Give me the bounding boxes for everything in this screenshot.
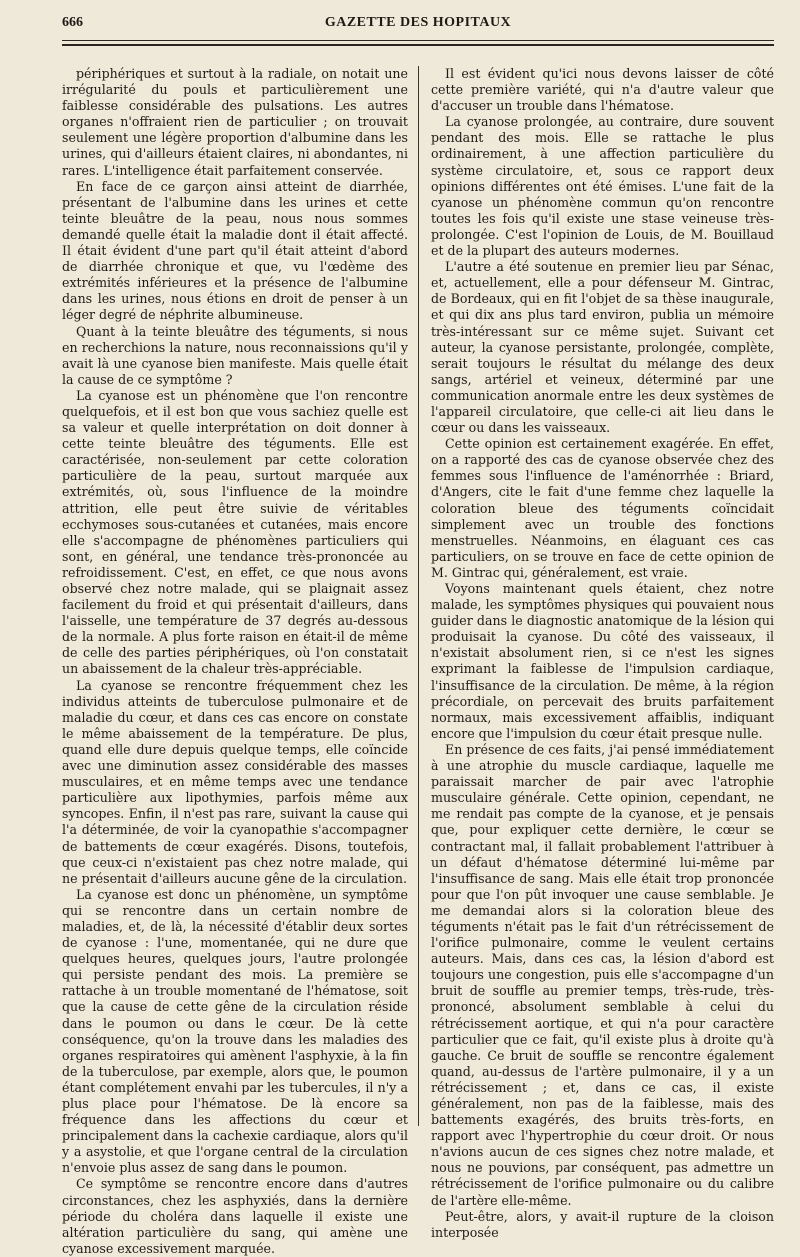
left-column	[62, 66, 418, 1256]
paragraph: Ce symptôme se rencontre encore dans d'autres circonstances, chez les asphyxiés, dans la dernière période du choléra dans laquelle il existe une altération particulière du sang, qui amène une cyanose excessivement marquée.	[62, 1176, 408, 1256]
paragraph: La cyanose prolongée, au contraire, dure souvent pendant des mois. Elle se rattache le plus ordinairement, à une affection particulière du système circulatoire, et, sous ce rapport deux opinions différentes ont été émises. L'une fait de la cyanose un phénomène commun qu'on rencontre toutes les fois qu'il existe une stase veineuse très-prolongée. C'est l'opinion de Louis, de M. Bouillaud et de la plupart des auteurs modernes.	[431, 114, 774, 259]
paragraph: Peut-être, alors, y avait-il rupture de la cloison interposée	[431, 1208, 774, 1240]
journal-title: GAZETTE DES HOPITAUX	[324, 15, 512, 30]
paragraph: Quant à la teinte bleuâtre des téguments, si nous en recherchions la nature, nous reconnaissions qu'il y avait là une cyanose bien manifeste. Mais quelle était la cause de ce symptôme ?	[62, 323, 408, 387]
header-rule	[62, 44, 774, 46]
paragraph: La cyanose est un phénomène que l'on rencontre quelquefois, et il est bon que vous sachiez quelle est sa valeur et quelle interprétation on doit donner à cette teinte bleuâtre des téguments. Elle est caractérisée, non-seulement par cette coloration particulière de la peau, surtout marquée aux extrémités, où, sous l'influence de la moindre attrition, elle peut être suivie de véritables ecchymoses sous-cutanées et cutanées, mais encore elle s'accompagne de phénomènes particuliers qui sont, en général, une tendance très-prononcée au refroidissement. C'est, en effet, ce que nous avons observé chez notre malade, qui se plaignait assez facilement du froid et qui présentait d'ailleurs, dans l'aisselle, une température de 37 degrés au-dessous de la normale. A plus forte raison en était-il de même de celle des parties périphériques, où l'on constatait un abaissement de la chaleur très-appréciable.	[62, 387, 408, 677]
newspaper-page	[0, 10, 800, 1256]
paragraph: La cyanose se rencontre fréquemment chez les individus atteints de tuberculose pulmonaire et de maladie du cœur, et dans ces cas encore on constate le même abaissement de la température. De plus, quand elle dure depuis quelque temps, elle coïncide avec une diminution assez considérable des masses musculaires, et en même temps avec une tendance particulière aux lipothymies, parfois même aux syncopes. Enfin, il n'est pas rare, suivant la cause qui l'a déterminée, de voir la cyanopathie s'accompagner de battements de cœur exagérés. Disons, toutefois, que ceux-ci n'existaient pas chez notre malade, qui ne présentait d'ailleurs aucune gêne de la circulation.	[62, 677, 408, 886]
page-header	[62, 10, 774, 41]
page-number: 666	[62, 15, 83, 30]
paragraph: En face de ce garçon ainsi atteint de diarrhée, présentant de l'albumine dans les urines et cette teinte bleuâtre de la peau, nous nous sommes demandé quelle était la maladie dont il était affecté. Il était évident d'une part qu'il était atteint d'abord de diarrhée chronique et que, vu l'œdème des extrémités inférieures et la présence de l'albumine dans les urines, nous étions en droit de penser à un léger degré de néphrite albumineuse.	[62, 178, 408, 323]
paragraph: Il est évident qu'ici nous devons laisser de côté cette première variété, qui n'a d'autre valeur que d'accuser un trouble dans l'hématose.	[431, 66, 774, 114]
paragraph: Voyons maintenant quels étaient, chez notre malade, les symptômes physiques qui pouvaient nous guider dans le diagnostic anatomique de la lésion qui produisait la cyanose. Du côté des vaisseaux, il n'existait absolument rien, si ce n'est les signes exprimant la faiblesse de l'impulsion cardiaque, l'insuffisance de la circulation. De même, à la région précordiale, on percevait des bruits parfaitement normaux, mais excessivement affaiblis, indiquant encore que l'impulsion du cœur était presque nulle.	[431, 581, 774, 741]
paragraph: En présence de ces faits, j'ai pensé immédiatement à une atrophie du muscle cardiaque, laquelle me paraissait marcher de pair avec l'atrophie musculaire générale. Cette opinion, cependant, ne me rendait pas compte de la cyanose, et je pensais que, pour expliquer cette dernière, le cœur se contractant mal, il fallait probablement l'attribuer à un défaut d'hématose déterminé lui-même par l'insuffisance de sang. Mais elle était trop prononcée pour que l'on pût invoquer une cause semblable. Je me demandai alors si la coloration bleue des téguments n'était pas le fait d'un rétrécissement de l'orifice pulmonaire, comme le veulent certains auteurs. Mais, dans ces cas, la lésion d'abord est toujours une congestion, puis elle s'accompagne d'un bruit de souffle au premier temps, très-rude, très-prononcé, absolument semblable à celui du rétrécissement aortique, et qui n'a pour caractère particulier que ce fait, qu'il existe plus à droite qu'à gauche. Ce bruit de souffle se rencontre également quand, au-dessus de l'artère pulmonaire, il y a un rétrécissement ; et, dans ce cas, il existe généralement, non pas de la faiblesse, mais des battements exagérés, des bruits très-forts, en rapport avec l'hypertrophie du cœur droit. Or nous n'avions aucun de ces signes chez notre malade, et nous ne pouvions, par conséquent, pas admettre un rétrécissement de l'orifice pulmonaire ou du calibre de l'artère elle-même.	[431, 741, 774, 1208]
paragraph: La cyanose est donc un phénomène, un symptôme qui se rencontre dans un certain nombre de maladies, et, de là, la nécessité d'établir deux sortes de cyanose : l'une, momentanée, qui ne dure que quelques heures, quelques jours, l'autre prolongée qui persiste pendant des mois. La première se rattache à un trouble momentané de l'hématose, soit que la cause de cette gêne de la circulation réside dans le poumon ou dans le cœur. De là cette conséquence, qu'on la trouve dans les maladies des organes respiratoires qui amènent l'asphyxie, à la fin de la tuberculose, par exemple, alors que, le poumon étant complétement envahi par les tubercules, il n'y a plus place pour l'hématose. De là encore sa fréquence dans les affections du cœur et principalement dans la cachexie cardiaque, alors qu'il y a asystolie, et que l'organe central de la circulation n'envoie plus assez de sang dans le poumon.	[62, 886, 408, 1176]
paragraph: périphériques et surtout à la radiale, on notait une irrégularité du pouls et particulièrement une faiblesse considérable des pulsations. Les autres organes n'offraient rien de particulier ; on trouvait seulement une légère proportion d'albumine dans les urines, qui d'ailleurs étaient claires, ni abondantes, ni rares. L'intelligence était parfaitement conservée.	[62, 66, 408, 178]
paragraph: Cette opinion est certainement exagérée. En effet, on a rapporté des cas de cyanose observée chez des femmes sous l'influence de l'aménorrhée : Briard, d'Angers, cite le fait d'une femme chez laquelle la coloration bleue des téguments coïncidait simplement avec un trouble des fonctions menstruelles. Néanmoins, en élaguant ces cas particuliers, on se trouve en face de cette opinion de M. Gintrac qui, généralement, est vraie.	[431, 436, 774, 580]
article-body	[62, 66, 774, 1256]
paragraph: L'autre a été soutenue en premier lieu par Sénac, et, actuellement, elle a pour défenseur M. Gintrac, de Bordeaux, qui en fit l'objet de sa thèse inaugurale, et qui dix ans plus tard environ, publia un mémoire très-intéressant sur ce même sujet. Suivant cet auteur, la cyanose persistante, prolongée, complète, serait toujours le résultat du mélange des deux sangs, artériel et veineux, déterminé par une communication anormale entre les deux systèmes de l'appareil circulatoire, que celle-ci ait lieu dans le cœur ou dans les vaisseaux.	[431, 259, 774, 436]
right-column	[418, 66, 774, 1240]
